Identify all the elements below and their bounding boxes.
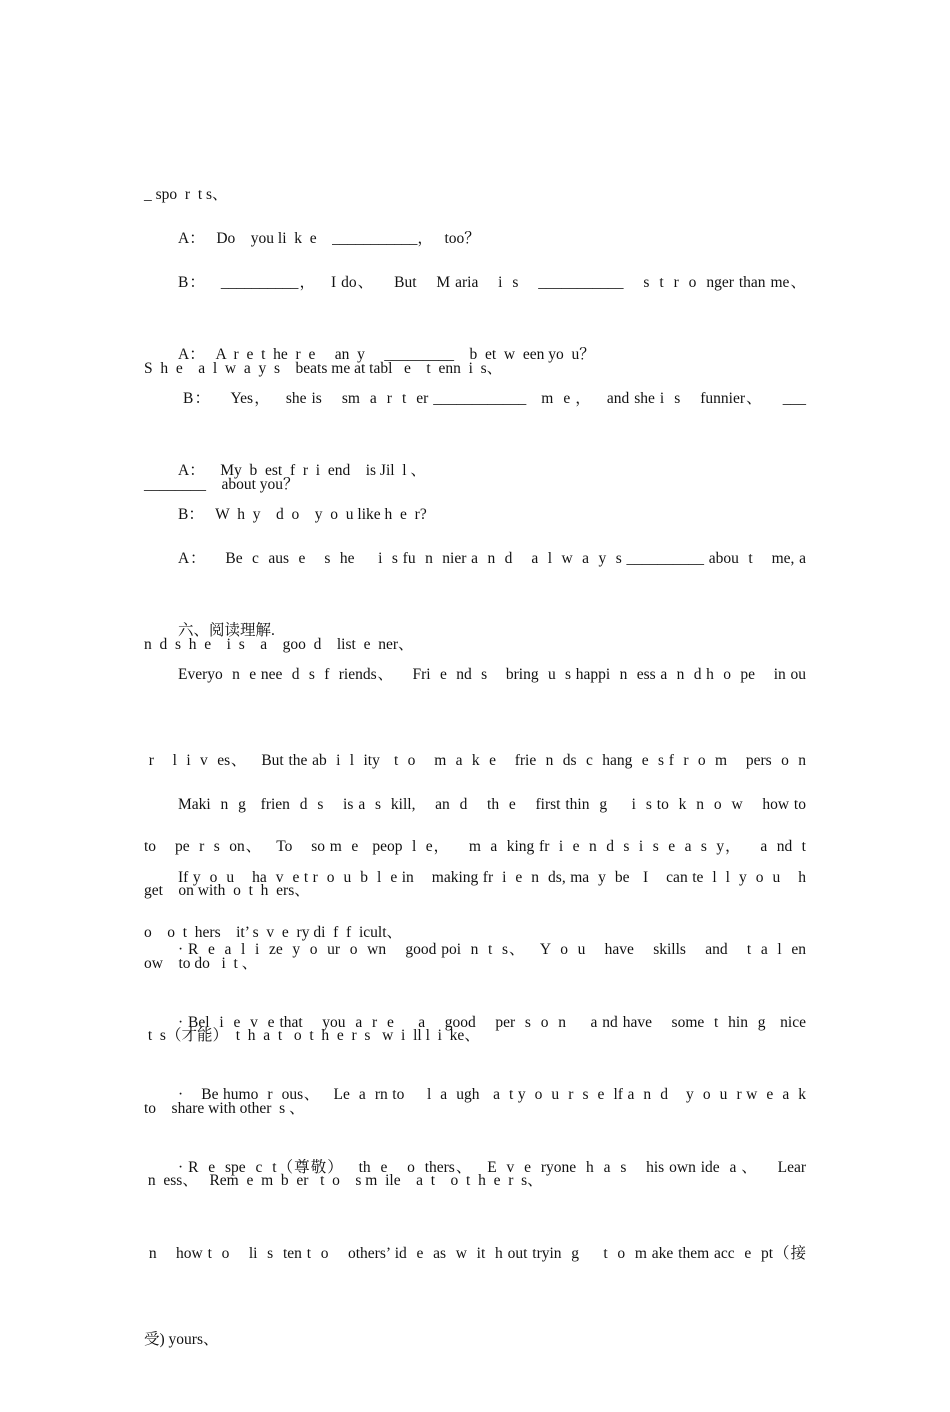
- text-line: S h e a l w a y s beats me at tabl e t enn i s、: [144, 359, 503, 377]
- text-line: _ spo r t s、: [144, 186, 228, 204]
- text-line: · Be humo r ous、 Le a rn to l a ugh a t y o u r s e lf a n d y o u r w e a k: [178, 1086, 806, 1104]
- text-line: A： Be c aus e s he i s fu n nier a n d a l w a y s __________ abou t me, a: [178, 550, 806, 568]
- text-line: o o t hers it’ s v e ry di f f icult、: [144, 923, 403, 941]
- text-line: If y o u ha v e t r o u b l e in making fr i e n ds, ma y be I can te l l y o u h: [178, 869, 806, 887]
- text-line: A： Do you li k e ___________， too？: [178, 230, 480, 248]
- text-line: A： A r e t he r e an y _________ b et w een yo u？: [178, 346, 595, 364]
- text-line: 六、阅读理解.: [178, 622, 275, 640]
- text-line: · R e a l i ze y o ur o wn good poi n t s、 Y o u have skills and t a l en: [178, 941, 806, 959]
- text-line: B： Yes， she is sm a r t er ____________ m e ， and she i s funnier、 ___: [178, 390, 806, 408]
- text-line: · Bel i e v e that you a r e a good per s o n a nd have some t hin g nice: [178, 1014, 806, 1032]
- text-line: n how t o li s ten t o others’ id e as w it h out tryin g t o m ake them acc e pt（接: [144, 1244, 806, 1262]
- text-line: r l i v es、 But the ab i l ity t o m a k e frie n ds c hang e s f r o m pers o n: [144, 751, 806, 769]
- text-line: ________ about you？: [144, 475, 299, 493]
- text-line: n ess、 Rem e m b er t o s m ile a t o t h e r s、: [144, 1171, 543, 1189]
- text-line: · R e spe c t（尊敬） th e o thers、 E v e ryone h a s his own ide a 、 Lear: [178, 1159, 806, 1177]
- text-line: A： My b est f r i end is Jil l 、: [178, 462, 426, 480]
- text-line: Maki n g frien d s is a s kill, an d th e first thin g i s to k n o w how to: [178, 796, 806, 814]
- text-line: t s（才能） t h a t o t h e r s w i ll l i ke、: [144, 1026, 480, 1044]
- reading-tip-respect: [144, 1097, 806, 1412]
- text-line: B： W h y d o y o u like h e r?: [178, 506, 427, 524]
- text-line: 受) yours、: [144, 1330, 219, 1348]
- text-line: to pe r s on、 To so m e peop l e， m a king fr i e n d s i s e a s y， a nd t: [144, 837, 806, 855]
- text-line: Everyo n e nee d s f riends、 Fri e nd s bring u s happi n ess a n d h o pe in ou: [178, 666, 806, 684]
- text-line: to share with other s 、: [144, 1099, 305, 1117]
- text-line: ow to do i t 、: [144, 954, 258, 972]
- text-line: n d s h e i s a goo d list e ner、: [144, 635, 414, 653]
- text-line: get on with o t h ers、: [144, 881, 310, 899]
- text-line: B： __________， I do、 But M aria i s ___________ s t r o nger than me、: [178, 274, 806, 292]
